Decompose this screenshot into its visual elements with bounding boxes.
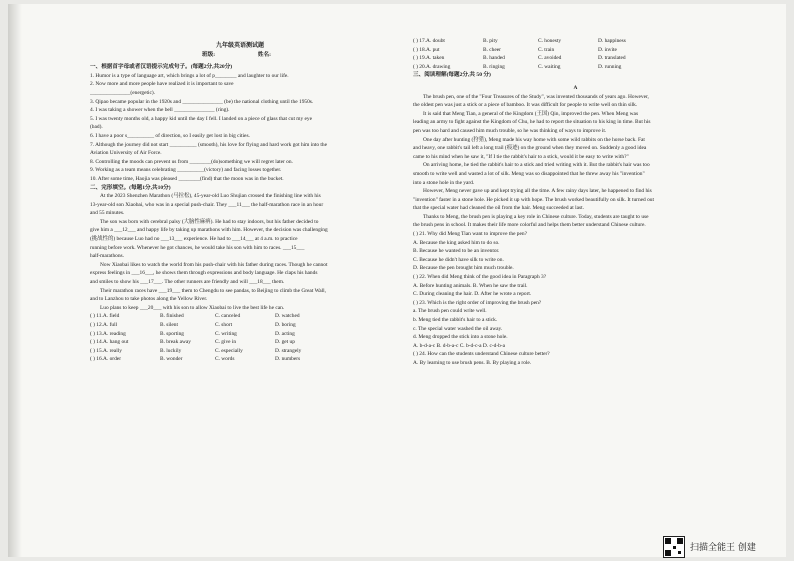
passage-line: and heavy, one rabbit's tail left a long trail (痕迹) on the ground when they moved on. Suddenly a good idea	[413, 145, 647, 152]
sentence-line: 6. I have a poor s__________ of direction, so I easily get lost in big cities.	[90, 132, 250, 139]
sentence-line: Aviation University of Air Force.	[90, 150, 162, 157]
option-choice: C. canceled	[215, 313, 241, 320]
option-choice: D. running	[598, 63, 622, 70]
option-choice: B. cheer	[483, 46, 501, 53]
question-option-a: ( ) 11.A. field	[90, 313, 120, 320]
option-row	[413, 46, 738, 55]
passage-line: It is said that Meng Tian, a general of the Kingdom (王国) Qin, improved the pen. When Meng was	[423, 110, 639, 117]
question-line: A. Because the king asked him to do so.	[413, 239, 500, 246]
question-option-a: ( ) 20.A. drawing	[413, 63, 451, 70]
qr-code-icon	[663, 536, 685, 558]
option-choice: B. sporting	[160, 330, 184, 337]
option-choice: C. avoided	[538, 55, 562, 62]
sentence-line: 5. I was twenty months old, a happy kid until the day I fell. I landed on a piece of glass that cut my eye	[90, 115, 313, 122]
question-option-a: ( ) 15.A. really	[90, 347, 122, 354]
question-option-a: ( ) 18.A. put	[413, 46, 440, 53]
passage-line: The son was born with cerebral palsy (大脑性麻痹). He had to stay indoors, but his father decided to	[100, 218, 319, 225]
question-line: ( ) 21. Why did Meng Tian want to improve the pen?	[413, 231, 527, 238]
passage-line: 13-year-old son Xiaobai, who was in a special push-chair. They ___11___ the half-marathon race in an hour	[90, 201, 324, 208]
option-choice: B. break away	[160, 339, 191, 346]
sentence-line: 1. Humor is a type of language art, which brings a lot of p________ and laughter to our life.	[90, 72, 289, 79]
option-choice: B. wonder	[160, 356, 183, 363]
option-choice: D. boring	[275, 322, 296, 328]
option-row	[413, 54, 738, 63]
passage-line: that the special water had cleaned the oil from the hair. Meng succeeded at last.	[413, 205, 584, 212]
reading-questions	[413, 230, 738, 368]
option-row	[90, 355, 390, 364]
sentence-line: _______________(energetic).	[90, 89, 156, 96]
section-3-heading: 三、阅读理解(每题2分,共 50 分)	[413, 72, 491, 79]
question-option-a: ( ) 13.A. reading	[90, 330, 126, 337]
section-1-sentences	[90, 72, 390, 184]
option-choice: C. words	[215, 356, 235, 363]
cloze-options-left	[90, 312, 390, 364]
option-choice: C. honesty	[538, 38, 562, 44]
passage-line: and smiles to show his ___17___. The other runners are friendly and will ___18___ them.	[90, 279, 285, 286]
sentence-line: 10. After some time, Haojia was pleased ________(find) that the moon was in the bucket.	[90, 175, 284, 182]
question-option-a: ( ) 14.A. hang out	[90, 339, 129, 346]
passage-line: At the 2023 Shenzhen Marathon (马拉松), 45-year-old Luo Shujian crossed the finishing line with his	[100, 193, 321, 200]
question-option-a: ( ) 16.A. order	[90, 356, 121, 363]
question-line: D. Because the pen brought him much trouble.	[413, 265, 514, 272]
right-column	[413, 37, 738, 368]
question-option-a: ( ) 17.A. doubt	[413, 38, 445, 44]
option-choice: D. translated	[598, 55, 626, 62]
question-line: ( ) 23. Which is the right order of improving the brush pen?	[413, 299, 542, 306]
passage-line: leading an army to fight against the Kingdom of Chu, he had to report the situation to his king in time. But his	[413, 119, 651, 126]
page-shadow	[8, 4, 22, 557]
sentence-line: 3. Qipao became popular in the 1920s and _______________ (be) the national clothing until the 1950s.	[90, 98, 314, 105]
sentence-line: (bad).	[90, 124, 103, 131]
student-info	[90, 51, 390, 60]
passage-line: However, Meng never gave up and kept trying all the time. A few rainy days later, he happened to find his	[423, 188, 652, 195]
option-choice: C. short	[215, 322, 233, 328]
option-choice: C. writing	[215, 330, 237, 337]
question-line: ( ) 24. How can the students understand Chinese culture better?	[413, 351, 550, 358]
passage-line: express feelings in ___16___, he shows them through expressions and body language. He claps his hands	[90, 270, 318, 277]
passage-line: give him a ___12___ and happy life by taking up marathons with him. However, the decision was challenging	[90, 227, 328, 234]
passage-label: A	[573, 84, 578, 91]
option-row	[413, 37, 738, 46]
option-row	[413, 63, 738, 72]
passage-line: Now Xiaobai likes to watch the world from his push-chair with his father during races. Though he cannot	[100, 261, 328, 268]
passage-line: Luo plans to keep ___20___ with his son to allow Xiaobai to live the best life he can.	[100, 304, 285, 311]
question-line: c. The special water washed the oil away.	[413, 325, 503, 332]
option-choice: D. strangely	[275, 347, 302, 354]
option-choice: C. especially	[215, 347, 243, 354]
passage-line: into a stone hole in the yard.	[413, 179, 475, 186]
passage-line: half-marathons.	[90, 253, 124, 260]
option-choice: B. handed	[483, 55, 505, 62]
cloze-passage	[90, 192, 390, 312]
option-row	[90, 330, 390, 339]
option-row	[90, 338, 390, 347]
left-column	[90, 4, 390, 364]
question-option-a: ( ) 19.A. taken	[413, 55, 445, 62]
passage-line: Thanks to Meng, the brush pen is playing a key role in Chinese culture. Today, students are taught to use	[423, 213, 649, 220]
question-line: b. Meng tied the rabbit's hair to a stick.	[413, 317, 498, 323]
question-line: C. Because he didn't have silk to write on.	[413, 256, 504, 263]
question-line: C. During cleaning the hair. D. After he wrote a report.	[413, 291, 532, 298]
option-choice: D. invite	[598, 46, 617, 53]
option-choice: D. happiness	[598, 38, 626, 44]
sentence-line: 8. Controlling the moods can prevent us from ________(do)something we will regret later on.	[90, 158, 293, 165]
exam-title: 九年级英语测试题	[215, 43, 264, 49]
question-option-a: ( ) 12.A. full	[90, 322, 118, 328]
sentence-line: 4. I was taking a shower when the bell _______________ (ring).	[90, 107, 230, 114]
option-choice: B. luckily	[160, 347, 182, 354]
exam-paper	[8, 4, 786, 557]
sentence-line: 7. Although the journey did not start __________ (smooth), his love for flying and hard work got him into the	[90, 141, 328, 148]
question-line: B. Because he wanted to be an inventor.	[413, 248, 500, 255]
class-label: 班级:	[202, 51, 216, 58]
sentence-line: 9. Working as a team means celebrating __________(victory) and facing losses together.	[90, 167, 282, 174]
option-row	[90, 347, 390, 356]
option-choice: C. give in	[215, 339, 237, 346]
passage-line: running before work. Whenever he got chances, he would take his son with him to races. ___15___	[90, 244, 305, 251]
option-choice: D. get up	[275, 339, 295, 346]
passage-line: On arriving home, he tied the rabbit's hair to a stick and tried writing with it. But the rabbit's hair was too	[423, 162, 650, 169]
question-line: A. b-d-a-c B. d-b-a-c C. b-d-c-a D. c-d-b-a	[413, 342, 506, 349]
passage-line: (挑战性的) because Luo had no ___13___ experience. He had to ___14___ at 4 a.m. to practice	[90, 236, 298, 243]
option-choice: B. silent	[160, 322, 178, 328]
passage-line: the brush pens in school. It makes their life more colorful and helps them better understand Chinese culture.	[413, 222, 646, 229]
passage-line: pen was too hard and caused him much trouble, so he was thinking of ways to improve it.	[413, 127, 607, 134]
passage-line: came to his mind when he saw it, "If I tie the rabbit's hair to a stick, would it be easy to write with?"	[413, 153, 629, 160]
option-choice: C. train	[538, 46, 555, 53]
option-row	[90, 312, 390, 321]
reading-passage	[413, 93, 738, 231]
passage-line: The brush pen, one of the "Four Treasures of the Study", was invented thousands of years ago. However,	[423, 93, 649, 100]
passage-line: the oldest pen was just a stick or a piece of bamboo. It was difficult for people to write well on thin silk.	[413, 102, 638, 109]
name-label: 姓名:	[257, 51, 271, 58]
question-line: ( ) 22. When did Meng think of the good idea in Paragraph 3?	[413, 274, 547, 281]
passage-line: "invention" faster in a stone hole. He picked it up with hope. The brush worked beautifully on silk. It turned out	[413, 196, 654, 203]
scanner-watermark: 扫描全能王 创建	[690, 543, 756, 553]
option-choice: D. numbers	[275, 356, 301, 363]
cloze-options-right	[413, 37, 738, 71]
option-choice: C. waiting	[538, 63, 561, 70]
option-choice: B. pity	[483, 38, 498, 44]
question-line: A. By learning to use brush pens. B. By playing a role.	[413, 359, 532, 366]
question-line: a. The brush pen could write well.	[413, 308, 487, 315]
section-2-heading: 二、完形填空。(每题1分,共10分)	[90, 184, 171, 191]
passage-line: and 55 minutes.	[90, 210, 125, 217]
passage-line: and to Lanzhou to take photos along the Yellow River.	[90, 296, 208, 303]
section-1-heading: 一、根据首字母或者汉语提示完成句子。(每题2分,共20分)	[90, 64, 233, 71]
option-choice: B. finished	[160, 313, 184, 320]
option-row	[90, 321, 390, 330]
option-choice: D. watched	[275, 313, 300, 320]
question-line: A. Before hunting animals. B. When he saw the trail.	[413, 282, 528, 289]
option-choice: D. acting	[275, 330, 295, 337]
option-choice: B. ringing	[483, 63, 505, 70]
passage-line: One day after hunting (狩猎), Meng made his way home with some wild rabbits on the horse back. Fat	[423, 136, 645, 143]
passage-line: Their marathon races have ___19___ them to Chengdu to see pandas, to Beijing to climb the Great Wall,	[100, 287, 326, 294]
passage-line: smooth to write well and wasted a lot of silk. Meng was so disappointed that he threw away his "invention"	[413, 170, 645, 177]
question-line: d. Meng dropped the stick into a stone hole.	[413, 334, 508, 341]
sentence-line: 2. Now more and more people have realized it is important to save	[90, 81, 234, 88]
